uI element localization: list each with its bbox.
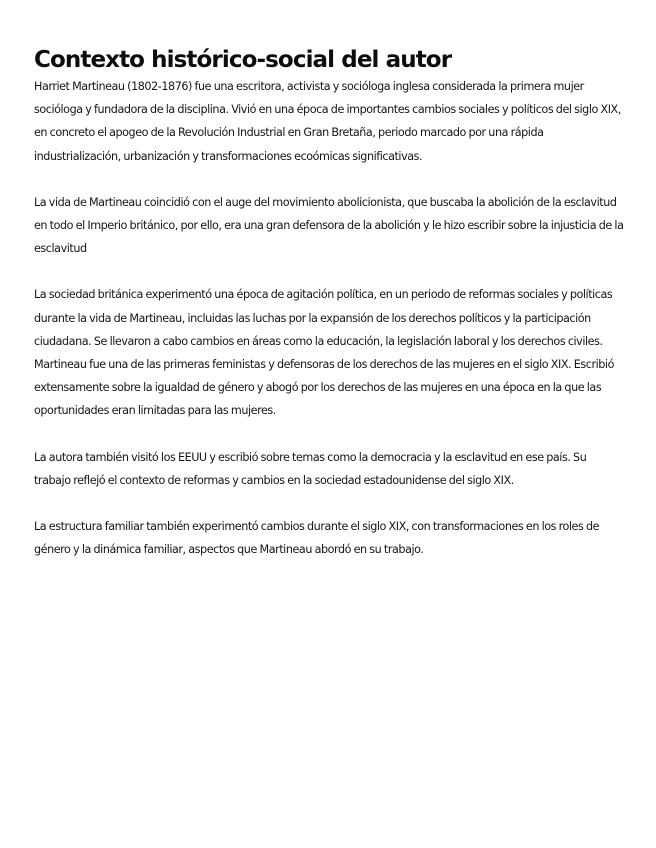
paragraph-family: La estructura familiar también experimentó cambios durante el siglo XIX, con transformaciones en los roles de género y la dinámica familiar, aspectos que Martineau abordó en su trabajo.	[34, 520, 600, 557]
paragraph-intro: Harriet Martineau (1802-1876) fue una escritora, activista y socióloga inglesa considerada la primera mujer socióloga y fundadora de la disciplina. Vivió en una época de importantes cambios sociales y políticos del siglo XIX, en concreto el apogeo de la Revolución Industrial en Gran Bretaña, periodo marcado por una rápida industrialización, urbanización y transformaciones ecoómicas significativas.	[34, 80, 621, 163]
document-body	[34, 45, 624, 584]
page-title: Contexto histórico-social del autor	[34, 47, 452, 73]
paragraph-abolition: La vida de Martineau coincidió con el auge del movimiento abolicionista, que buscaba la abolición de la esclavitud en todo el Imperio británico, por ello, era una gran defensora de la abolición y le hizo escribir sobre la injusticia de la esclavitud	[34, 195, 624, 256]
paragraph-political-reform: La sociedad británica experimentó una época de agitación política, en un periodo de reformas sociales y políticas durante la vida de Martineau, incluidas las luchas por la expansión de los derechos políticos y la participación ciudadana. Se llevaron a cabo cambios en áreas como la educación, la legislación laboral y los derechos civiles. Martineau fue una de las primeras feministas y defensoras de los derechos de las mujeres en el siglo XIX. Escribió extensamente sobre la igualdad de género y abogó por los derechos de las mujeres en una época en la que las oportunidades eran limitadas para las mujeres.	[34, 288, 614, 418]
paragraph-usa: La autora también visitó los EEUU y escribió sobre temas como la democracia y la esclavitud en ese país. Su trabajo reflejó el contexto de reformas y cambios en la sociedad estadounidense del siglo XIX.	[34, 450, 587, 487]
